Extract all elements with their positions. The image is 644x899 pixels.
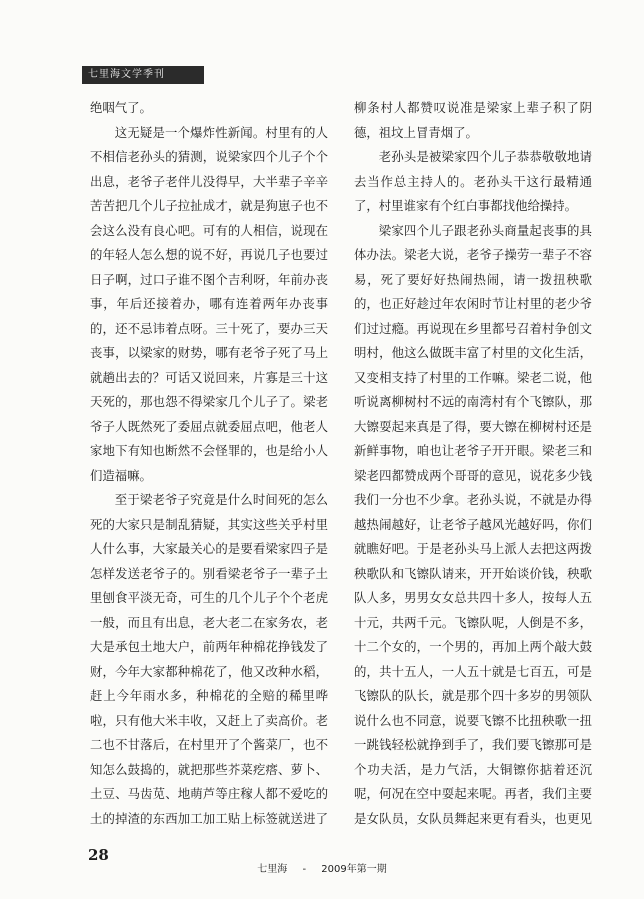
magazine-name: 七里海 xyxy=(257,864,288,875)
section-label: 七里海文学季刊 xyxy=(82,66,204,84)
article-paragraph: 老孙头是被梁家四个儿子恭恭敬敬地请去当作总主持人的。老孙头干这行最精通了，村里谁家有个红白事都找他给操持。 xyxy=(354,149,592,213)
page-number: 28 xyxy=(88,846,109,864)
article-column-right xyxy=(354,96,592,836)
article-paragraph: 至于梁老爷子究竟是什么时间死的怎么死的大家只是制乱猜疑，其实这些关乎村里人什么事，大家最关心的是要看梁家四子是怎样发送老爷子的。别看梁老爷子一辈子土里刨食平淡无奇，可生的几个儿子个个老虎一般，而且有出息，老大老二在家务农，老大是承包土地大户，前两年种棉花挣钱发了财，今年大家都种棉花了，他又改种水稻，赶上今年雨水多，种棉花的全赔的稀里哗啦，只有他大米丰收，又赶上了卖高价。老二也不甘落后，在村里开了个酱菜厂，也不知怎么鼓捣的，就把那些芥菜疙瘩、萝卜、土豆、马齿苋、地萌芦等庄稼人都不爱吃的土的掉渣的东西加工加工贴上标签就送进了 xyxy=(90,492,328,826)
page-footer xyxy=(0,860,644,875)
article-column-left xyxy=(90,96,328,836)
footer-separator: - xyxy=(302,864,307,875)
article-paragraph: 绝咽气了。 xyxy=(90,100,152,115)
article-paragraph: 这无疑是一个爆炸性新闻。村里有的人不相信老孙头的猜测，说梁家四个儿子个个出息，老爷子老伴儿没得早，大半辈子辛辛苦苦把几个儿子拉扯成才，就是狗崽子也不会这么没有良心吧。可有的人相信，说现在的年轻人怎么想的说不好，再说几子也要过日子啊，过口子谁不图个吉利呀，年前办丧事，年后还接着办，哪有连着两年办丧事的，还不忌讳着点呀。三十死了，要办三天丧事，以梁家的财势，哪有老爷子死了马上就趟出去的？可话又说回来，片寡是三十这天死的，那也怨不得梁家几个儿子了。梁老爷子人既然死了委屈点就委屈点吧，他老人家地下有知也断然不会怪罪的，也是给小人们造福嘛。 xyxy=(90,124,328,483)
article-paragraph: 柳条村人都赞叹说准是梁家上辈子积了阴德，祖坟上冒青烟了。 xyxy=(354,100,592,140)
article-paragraph: 梁家四个儿子跟老孙头商量起丧事的具体办法。梁老大说，老爷子操劳一辈子不容易，死了要好好热闹热闹，请一拨扭秧歌的，也正好趁过年农闲时节让村里的老少爷们过过瘾。再说现在乡里都号召着村争创文明村，他这么做既丰富了村里的文化生活，又变相支持了村里的工作嘛。梁老二说，他听说离柳树村不远的南湾村有个飞镲队，那大镲耍起来真是了得，要大镲在柳树村还是新鲜事物，咱也让老爷子开开眼。梁老三和梁老四都赞成两个哥哥的意见，说花多少钱我们一分也不少拿。老孙头说，不就是办得越热闹越好，让老爷子越风光越好吗，你们就瞧好吧。于是老孙头马上派人去把这两拨秧歌队和飞镲队请来，开开始谈价钱，秧歌队人多，男男女女总共四十多人，按每人五十元，共两千元。飞镲队呢，人倒是不多，十二个女的，一个男的，再加上两个敲大鼓的，共十五人，一人五十就是七百五，可是飞镲队的队长，就是那个四十多岁的男领队说什么也不同意，说要飞镲不比扭秧歌一扭一跳钱轻松就挣到手了，我们要飞镲那可是个功夫活，是力气活，大铜镲你掂着还沉呢，何况在空中耍起来呢。再者，我们主要是女队员，女队员舞起来更有看头，也更见 xyxy=(354,222,592,826)
issue-label: 2009年第一期 xyxy=(321,864,387,875)
